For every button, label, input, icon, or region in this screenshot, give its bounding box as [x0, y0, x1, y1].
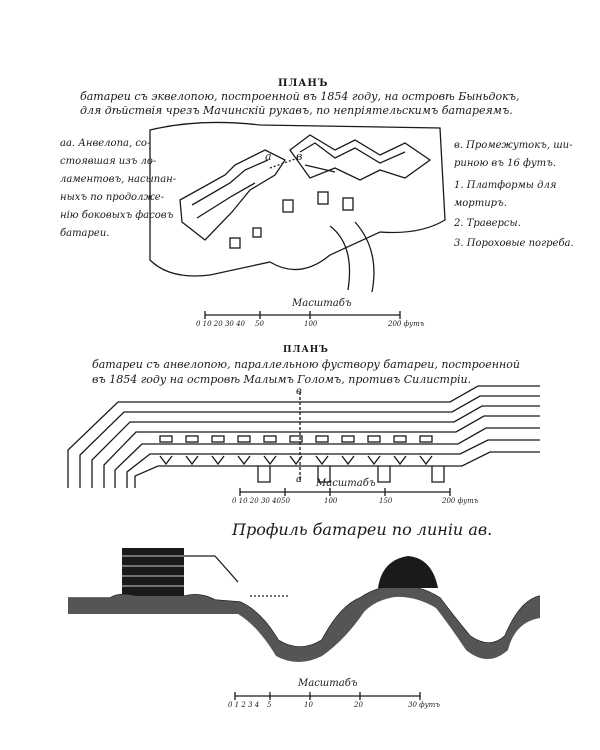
profile-title: Профиль батареи по линіи ав. — [232, 520, 493, 539]
plan1-platform — [283, 200, 293, 212]
plan2-embrasure — [160, 436, 172, 442]
plan2-magazine — [258, 466, 270, 482]
plan2-magazine — [378, 466, 390, 482]
plan2-merlon — [238, 456, 250, 464]
plan2-mark-b: в — [296, 386, 302, 397]
legend-left-line: батареи. — [60, 228, 110, 239]
plan1-platform — [318, 192, 328, 204]
plan1-scale-tick-label: 0 10 20 30 40 — [196, 320, 245, 328]
profile-scale-tick-label: 0 1 2 3 4 — [228, 701, 260, 709]
plan2-merlon — [394, 456, 406, 464]
plan2-scale-tick-label: 150 — [379, 497, 393, 505]
profile-gabion-stack — [122, 548, 184, 596]
legend-right-line: 1. Платформы для — [454, 180, 557, 191]
profile-scale-tick-label: 20 — [354, 701, 363, 709]
plan2-merlon — [368, 456, 380, 464]
plan2-embrasure — [316, 436, 328, 442]
plan2-battery — [68, 386, 540, 488]
plan1-scale-tick-label: 50 — [255, 320, 264, 328]
legend-left-line: aa. Анвелопа, со- — [60, 138, 151, 149]
plan2-embrasure — [342, 436, 354, 442]
plan2-title-line1: батареи съ анвелопою, параллельною фуствору батареи, построенной — [92, 358, 520, 371]
legend-right-line: 3. Пороховые погреба. — [454, 238, 574, 249]
legend-right-line: 2. Траверсы. — [454, 218, 521, 229]
profile-scale-label: Масштабъ — [298, 678, 358, 689]
plan2-embrasure — [238, 436, 250, 442]
plan2-scale-tick-label: 50 — [281, 497, 290, 505]
plan1-river-channel — [330, 222, 374, 292]
plan1-scale-tick-label: 100 — [304, 320, 318, 328]
profile-earth-fill — [68, 585, 540, 662]
plan2-embrasures — [160, 436, 432, 442]
legend-right-line: мортиръ. — [454, 198, 507, 209]
plan2-merlon — [316, 456, 328, 464]
plan1-title-line2: для дѣйствія чрезъ Мачинскій рукавъ, по непріятельскимъ батареямъ. — [80, 104, 513, 117]
profile-slope-line — [215, 556, 238, 582]
plan2-mark-a: a — [296, 474, 302, 485]
legend-left-line: ныхъ по продолже- — [60, 192, 165, 203]
plan1-right-wing — [290, 135, 430, 180]
plan2-merlon — [186, 456, 198, 464]
plan2-merlon — [264, 456, 276, 464]
plan2-merlon — [420, 456, 432, 464]
legend-left-line: нію боковыхъ фасовъ — [60, 210, 174, 221]
plan1-platform — [253, 228, 261, 237]
profile-scale-tick-label: 10 — [304, 701, 313, 709]
plan2-embrasure — [394, 436, 406, 442]
plan2-scale-tick-label: 200 футъ — [442, 497, 479, 505]
plan2-scale-tick-label: 100 — [324, 497, 338, 505]
legend-right-line: в. Промежутокъ, ши- — [454, 140, 573, 151]
plan2-merlon — [212, 456, 224, 464]
profile-scale-tick-label: 30 футъ — [408, 701, 440, 709]
plan2-scale-tick-label: 0 10 20 30 40 — [232, 497, 281, 505]
plan1-mark-b: в — [296, 150, 303, 163]
legend-left-line: стоявшая изъ ло- — [60, 156, 157, 167]
legend-left-line: ламентовъ, насыпан- — [60, 174, 177, 185]
plan2-scale-label: Масштабъ — [316, 478, 376, 489]
plan2-heading: ПЛАНЪ — [283, 345, 329, 355]
plan2-merlon — [342, 456, 354, 464]
legend-right-line: риною въ 16 футъ. — [454, 158, 556, 169]
plan1-title-line1: батареи съ эквелопою, построенной въ 1854 году, на островѣ Быньдокъ, — [80, 90, 520, 103]
plan2-embrasure — [368, 436, 380, 442]
profile-rampart-mound — [378, 556, 438, 588]
profile-scale-tick-label: 5 — [267, 701, 272, 709]
plan2-merlons — [160, 456, 432, 464]
plan1-scale-label: Масштабъ — [292, 298, 352, 309]
plan2-title-line2: въ 1854 году на островѣ Малымъ Голомъ, противъ Силистріи. — [92, 373, 472, 386]
plan1-right-wing-inner — [300, 143, 405, 172]
plan1-heading: ПЛАНЪ — [278, 78, 329, 89]
plan2-magazine — [432, 466, 444, 482]
plan1-left-wing-inner — [192, 160, 268, 218]
plan2-embrasure — [264, 436, 276, 442]
plan2-embrasure — [212, 436, 224, 442]
plan1-platform — [230, 238, 240, 248]
plan1-scale-tick-label: 200 футъ — [388, 320, 425, 328]
plan2-merlon — [160, 456, 172, 464]
plan1-mark-a: a — [265, 150, 272, 163]
plan2-embrasure — [186, 436, 198, 442]
plan1-platform — [343, 198, 353, 210]
plan2-embrasure — [420, 436, 432, 442]
